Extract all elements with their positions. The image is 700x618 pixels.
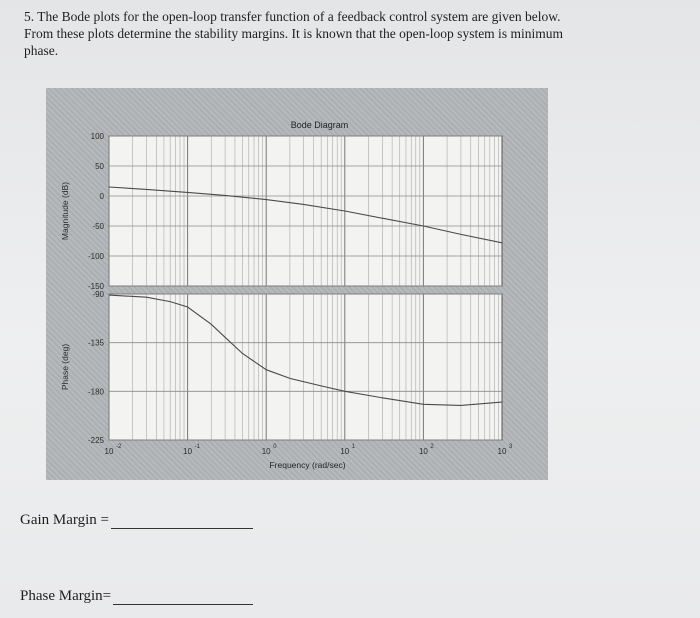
x-tick-exponent: -2 [116,444,122,450]
phase-margin-blank[interactable] [113,604,253,605]
phase-margin-label: Phase Margin= [20,588,112,604]
phase-panel-bg [109,294,502,440]
x-tick-exponent: 0 [273,444,277,450]
gain-margin-label: Gain Margin = [20,512,110,528]
question-line-2: From these plots determine the stability margins. It is known that the open-loop system is minimum [24,26,563,41]
gain-margin-answer [20,512,253,529]
x-tick-label: 10 [183,447,193,456]
x-tick-label: 10 [418,447,428,456]
phase-margin-answer [20,588,253,605]
x-axis-label: Frequency (rad/sec) [269,460,346,470]
magnitude-panel-bg [109,136,502,286]
y-tick-label: -150 [87,282,104,291]
phase-axis-label: Phase (deg) [60,343,70,391]
x-tick-label: 10 [497,447,507,456]
bode-figure [46,88,548,480]
x-tick-label: 10 [104,447,114,456]
y-tick-label: -90 [92,290,104,299]
question-text [24,8,664,59]
gain-margin-blank[interactable] [111,528,253,529]
x-tick-label: 10 [340,447,350,456]
y-tick-label: 100 [90,132,104,141]
y-tick-label: -180 [87,387,104,397]
x-tick-exponent: 1 [351,444,356,450]
y-tick-label: -225 [87,436,104,445]
chart-title: Bode Diagram [290,120,349,130]
y-tick-label: -135 [87,338,104,348]
y-tick-label: -50 [92,222,104,231]
x-tick-label: 10 [261,447,271,456]
x-tick-exponent: 2 [430,444,434,450]
question-line-3: phase. [24,43,59,58]
y-tick-label: -100 [87,252,104,261]
bode-diagram [46,88,548,480]
question-line-1: 5. The Bode plots for the open-loop transfer function of a feedback control system are given below. [24,9,561,24]
magnitude-axis-label: Magnitude (dB) [60,181,70,241]
x-tick-exponent: -1 [194,444,200,450]
y-tick-label: 50 [95,162,104,171]
x-tick-exponent: 3 [509,444,513,450]
y-tick-label: 0 [99,192,104,201]
